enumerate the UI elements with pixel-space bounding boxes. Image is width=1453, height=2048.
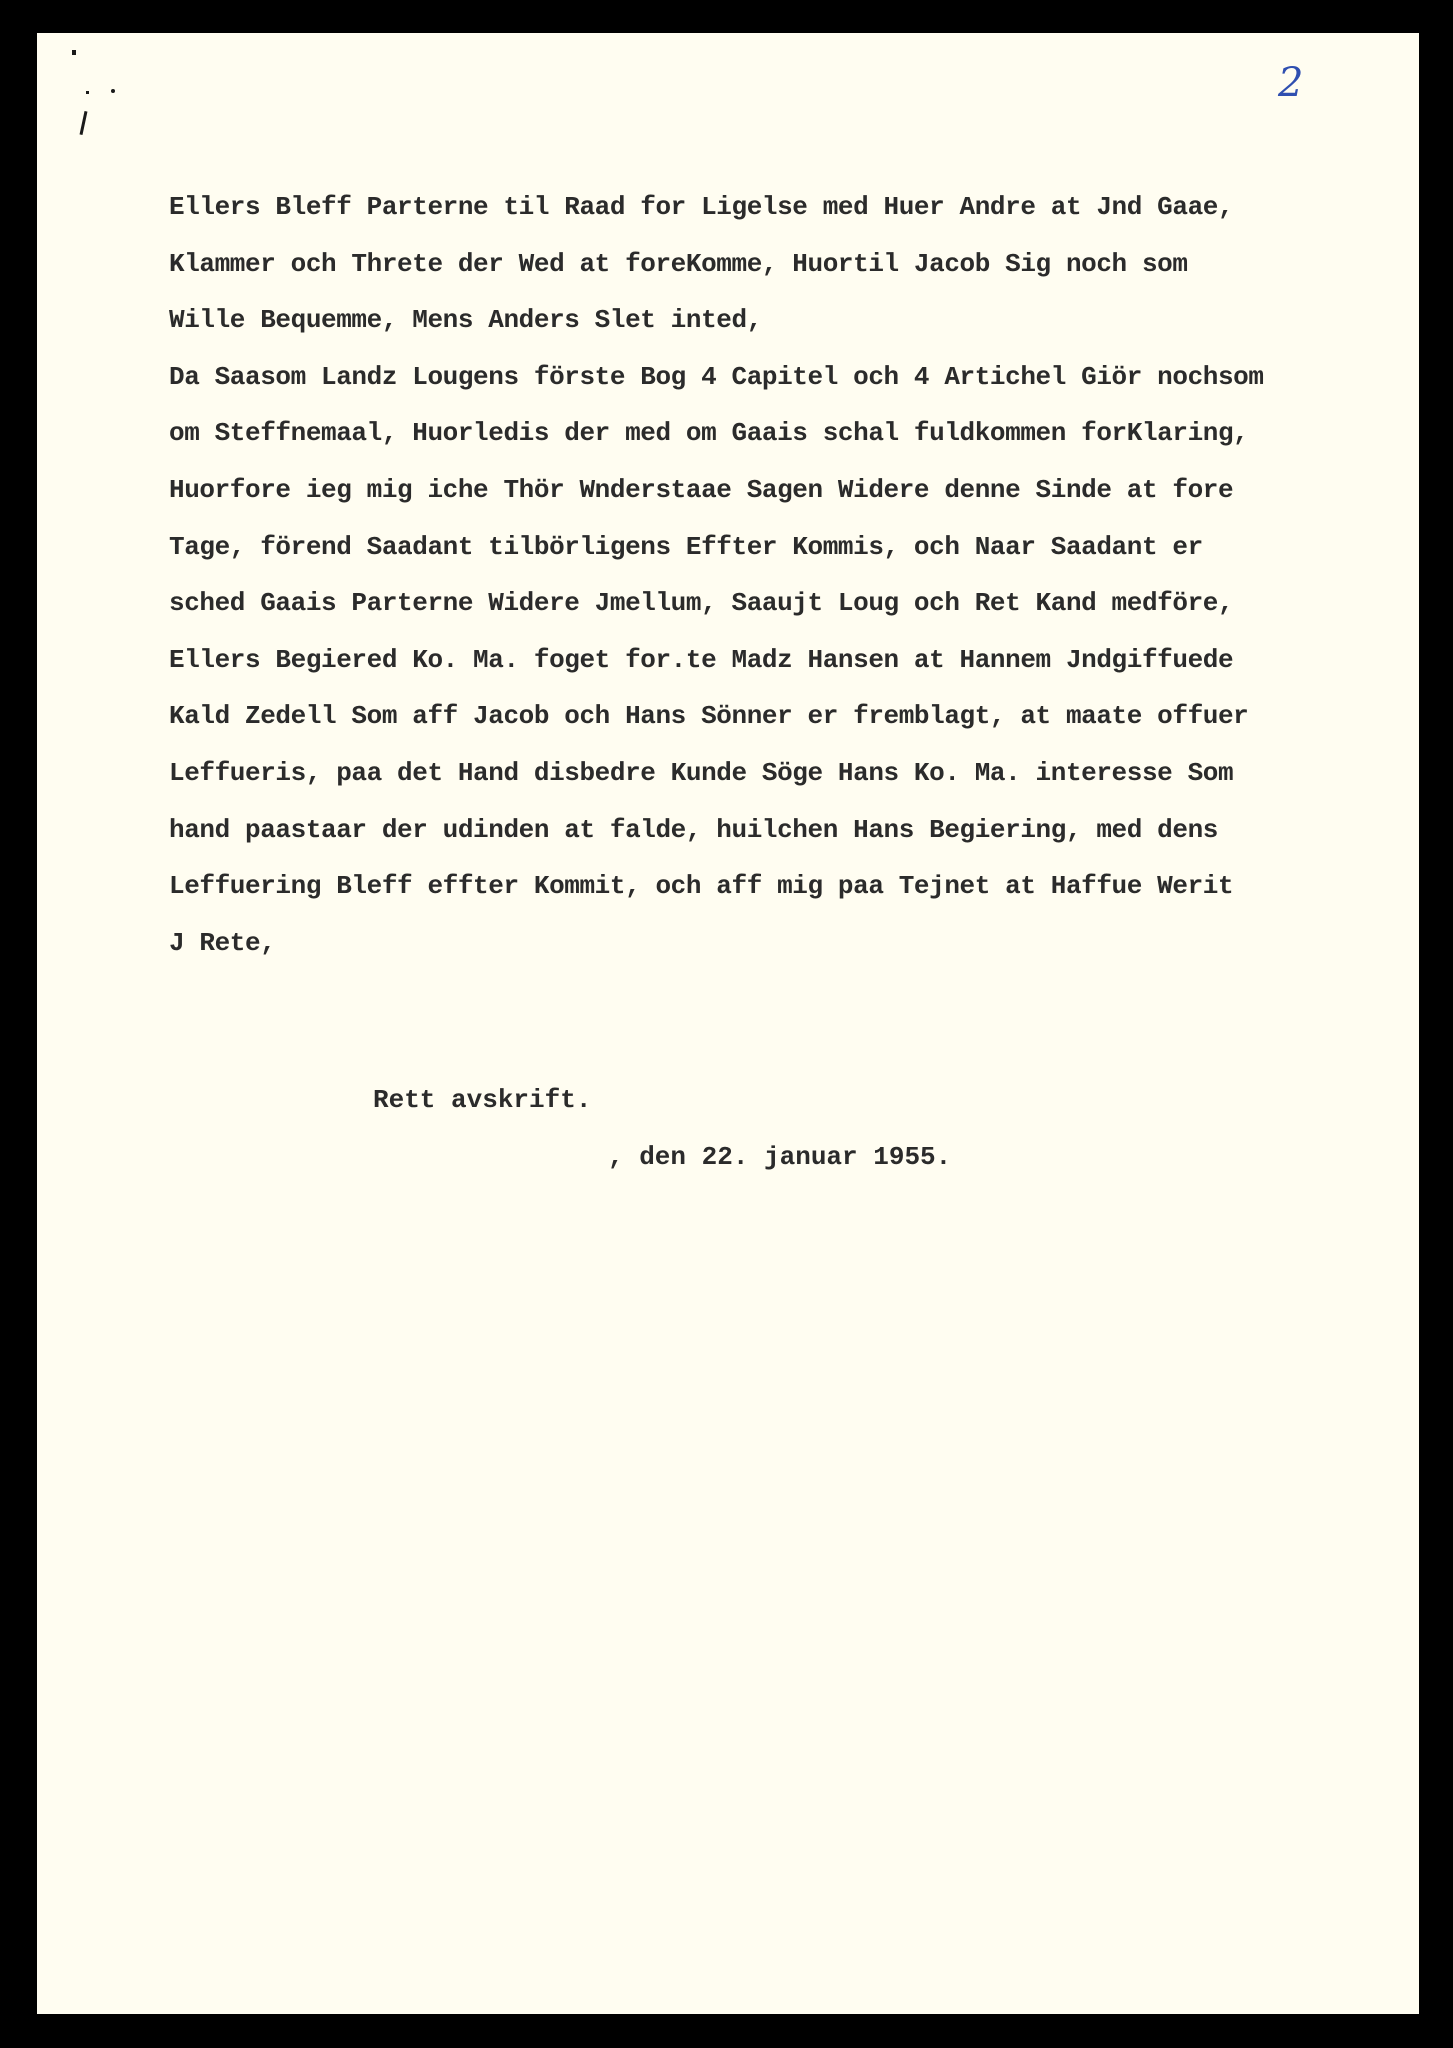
transcript-line: Huorfore ieg mig iche Thör Wnderstaae Sagen Widere denne Sinde at fore (169, 474, 1234, 505)
closing-note: Rett avskrift. (373, 1085, 592, 1115)
document-page (37, 33, 1419, 2014)
transcript-line: J Rete, (169, 927, 276, 958)
margin-mark (80, 111, 88, 135)
transcript-line: Wille Bequemme, Mens Anders Slet inted, (169, 305, 762, 336)
page-number: 2 (1278, 60, 1304, 106)
transcript-line: Ellers Bleff Parterne til Raad for Ligelse med Huer Andre at Jnd Gaae, (169, 192, 1234, 222)
transcript-line: Da Saasom Landz Lougens förste Bog 4 Capitel och 4 Artichel Giör nochsom (169, 361, 1264, 392)
margin-mark (111, 89, 115, 93)
transcript-line: Leffueris, paa det Hand disbedre Kunde Söge Hans Ko. Ma. interesse Som (169, 757, 1234, 788)
transcript-line: Leffuering Bleff effter Kommit, och aff mig paa Tejnet at Haffue Werit (169, 871, 1234, 902)
transcript-line: Tage, förend Saadant tilbörligens Effter Kommis, och Naar Saadant er (169, 531, 1203, 562)
transcript-line: Ellers Begiered Ko. Ma. foget for.te Madz Hansen at Hannem Jndgiffuede (169, 644, 1234, 675)
transcript-body (169, 179, 1404, 971)
transcript-line: hand paastaar der udinden at falde, huilchen Hans Begiering, med dens (169, 814, 1218, 845)
margin-mark (72, 50, 76, 55)
dateline: , den 22. januar 1955. (608, 1142, 952, 1172)
transcript-line: om Steffnemaal, Huorledis der med om Gaais schal fuldkommen forKlaring, (169, 418, 1249, 449)
margin-mark (86, 91, 89, 94)
transcript-line: Klammer och Threte der Wed at foreKomme, Huortil Jacob Sig noch som (169, 248, 1188, 279)
transcript-line: sched Gaais Parterne Widere Jmellum, Saaujt Loug och Ret Kand medföre, (169, 588, 1234, 619)
transcript-line: Kald Zedell Som aff Jacob och Hans Sönner er fremblagt, at maate offuer (169, 701, 1249, 732)
